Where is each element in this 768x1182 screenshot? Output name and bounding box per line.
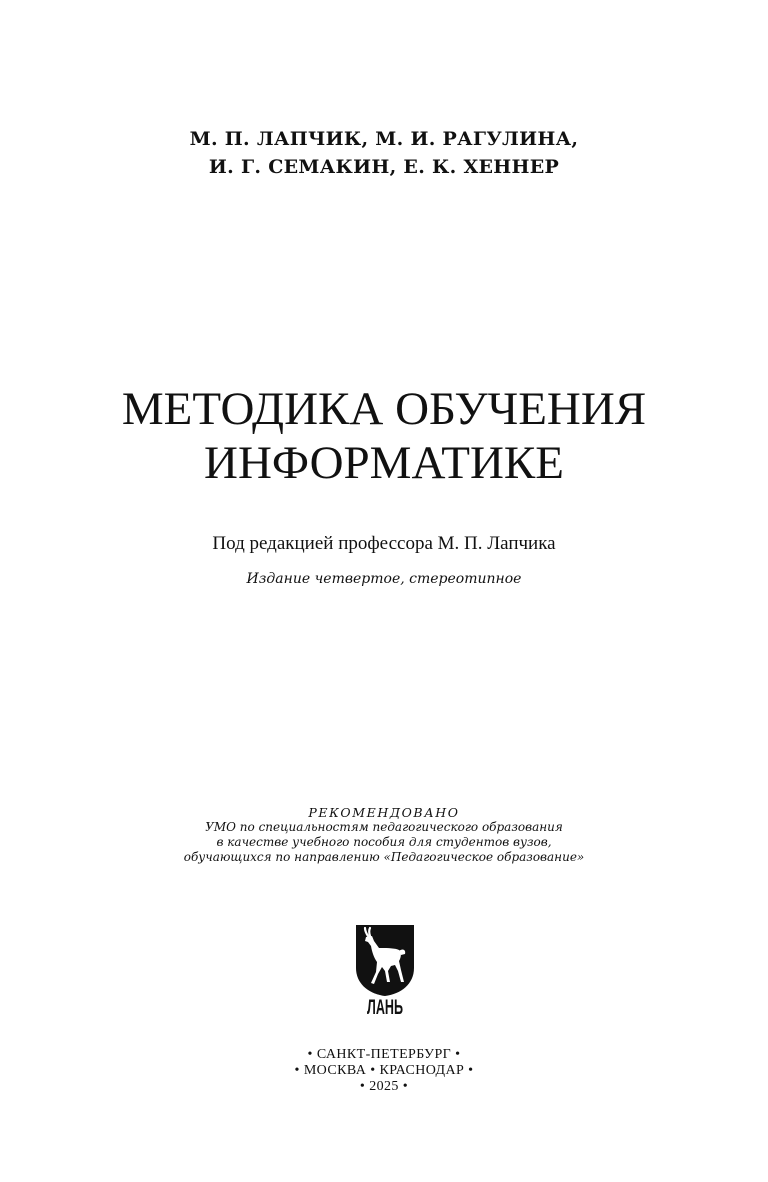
- recommendation-line-1: УМО по специальностям педагогического образования: [205, 820, 563, 834]
- authors-line-2: И. Г. СЕМАКИН, Е. К. ХЕННЕР: [208, 156, 560, 178]
- imprint-separator: •: [402, 1079, 409, 1094]
- book-title-line-2: ИНФОРМАТИКЕ: [204, 437, 564, 489]
- imprint-city-2: МОСКВА: [303, 1063, 367, 1078]
- imprint-separator: •: [455, 1047, 461, 1062]
- imprint-separator: •: [370, 1063, 376, 1078]
- publisher-imprint: [0, 1047, 768, 1095]
- imprint-city-1: САНКТ-ПЕТЕРБУРГ: [316, 1047, 452, 1062]
- authors-block: [0, 125, 768, 181]
- editor-note: Под редакцией профессора М. П. Лапчика: [212, 533, 556, 554]
- imprint-year: 2025: [369, 1079, 399, 1094]
- imprint-separator: •: [294, 1063, 300, 1078]
- imprint-separator: •: [359, 1079, 366, 1094]
- edition-note: Издание четвертое, стереотипное: [246, 571, 522, 587]
- book-title: [0, 382, 768, 490]
- recommendation-block: [0, 805, 768, 865]
- gazelle-emblem-icon: [355, 924, 415, 1019]
- imprint-separator: •: [468, 1063, 474, 1078]
- imprint-city-3: КРАСНОДАР: [379, 1063, 465, 1078]
- recommendation-heading: РЕКОМЕНДОВАНО: [308, 805, 460, 820]
- recommendation-line-3: обучающихся по направлению «Педагогическое образование»: [183, 850, 585, 864]
- publisher-logo-text: ЛАНЬ: [367, 996, 403, 1019]
- authors-line-1: М. П. ЛАПЧИК, М. И. РАГУЛИНА,: [189, 128, 579, 150]
- recommendation-line-2: в качестве учебного пособия для студентов вузов,: [216, 835, 552, 849]
- imprint-line-2: [0, 1063, 768, 1079]
- imprint-line-3: [0, 1079, 768, 1095]
- book-title-line-1: МЕТОДИКА ОБУЧЕНИЯ: [121, 383, 647, 435]
- imprint-separator: •: [307, 1047, 313, 1062]
- imprint-line-1: [0, 1047, 768, 1063]
